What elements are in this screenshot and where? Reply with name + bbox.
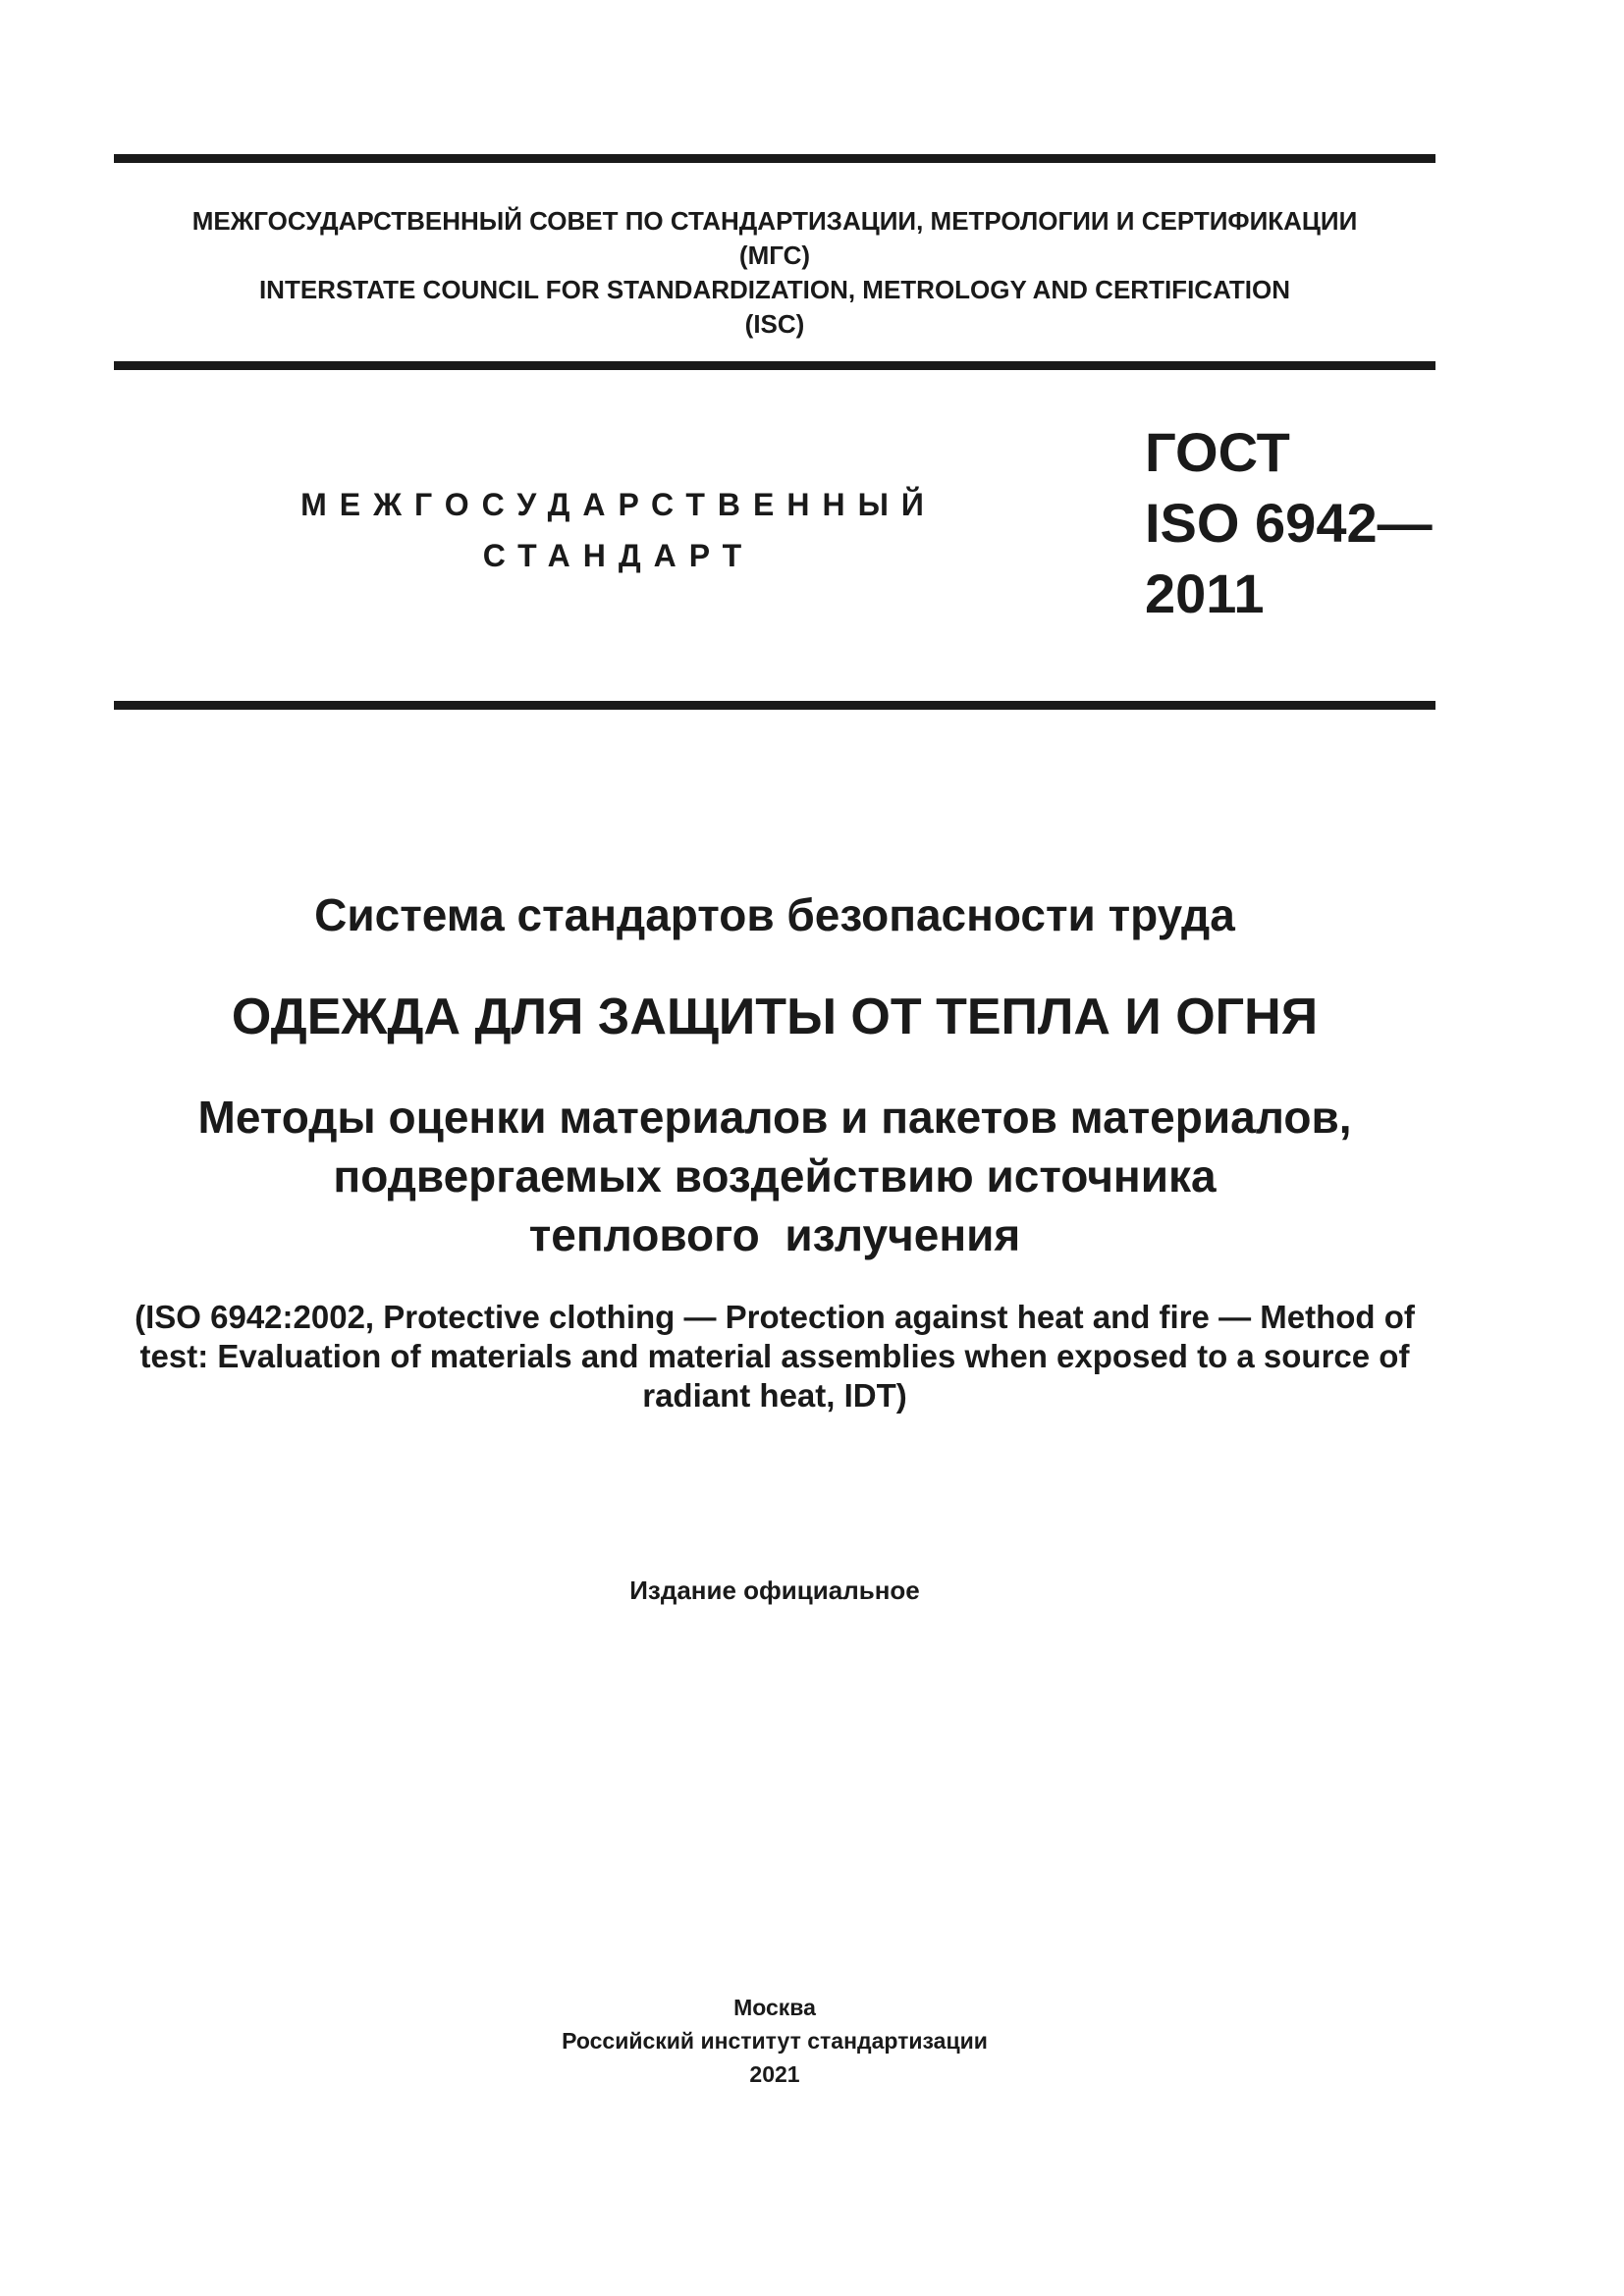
council-abbr-en: (ISC) — [744, 309, 805, 339]
series-title: Система стандартов безопасности труда — [314, 889, 1235, 940]
publisher-city: Москва — [733, 1995, 816, 2020]
standard-type-label — [285, 479, 952, 581]
edition-label: Издание официальное — [629, 1575, 920, 1605]
council-name-en: INTERSTATE COUNCIL FOR STANDARDIZATION, METROLOGY AND CERTIFICATION — [258, 275, 1291, 304]
sub-title-line-1: Методы оценки материалов и пакетов материалов, — [197, 1092, 1352, 1143]
publisher-name: Российский институт стандартизации — [562, 2028, 988, 2054]
designation-line-1: ГОСТ — [1145, 421, 1290, 483]
standard-type-line-1: МЕЖГОСУДАРСТВЕННЫЙ — [300, 487, 937, 522]
top-rule — [114, 154, 1435, 163]
publisher-block — [114, 1991, 1435, 2091]
sub-title-line-2: подвергаемых воздействию источника — [333, 1150, 1217, 1201]
council-name-ru: МЕЖГОСУДАРСТВЕННЫЙ СОВЕТ ПО СТАНДАРТИЗАЦИИ, МЕТРОЛОГИИ И СЕРТИФИКАЦИИ — [191, 206, 1358, 236]
designation-line-2: ISO 6942— — [1145, 492, 1433, 554]
sub-title-line-3: теплового излучения — [528, 1209, 1021, 1260]
iso-reference-line-3: radiant heat, IDT) — [642, 1377, 907, 1414]
main-title: ОДЕЖДА ДЛЯ ЗАЩИТЫ ОТ ТЕПЛА И ОГНЯ — [231, 988, 1319, 1045]
publisher-year: 2021 — [749, 2061, 800, 2087]
standard-designation — [1145, 417, 1433, 629]
iso-reference-line-1: (ISO 6942:2002, Protective clothing — Protection against heat and fire — Method of — [135, 1299, 1415, 1335]
middle-rule — [114, 361, 1435, 370]
sub-title — [114, 1088, 1435, 1264]
standard-type-line-2: СТАНДАРТ — [482, 538, 755, 573]
bottom-rule — [114, 701, 1435, 710]
designation-line-3: 2011 — [1145, 562, 1265, 624]
council-header — [114, 204, 1435, 342]
iso-reference — [108, 1298, 1441, 1415]
iso-reference-line-2: test: Evaluation of materials and material assemblies when exposed to a source of — [139, 1338, 1410, 1374]
council-abbr-ru: (МГС) — [738, 240, 811, 270]
